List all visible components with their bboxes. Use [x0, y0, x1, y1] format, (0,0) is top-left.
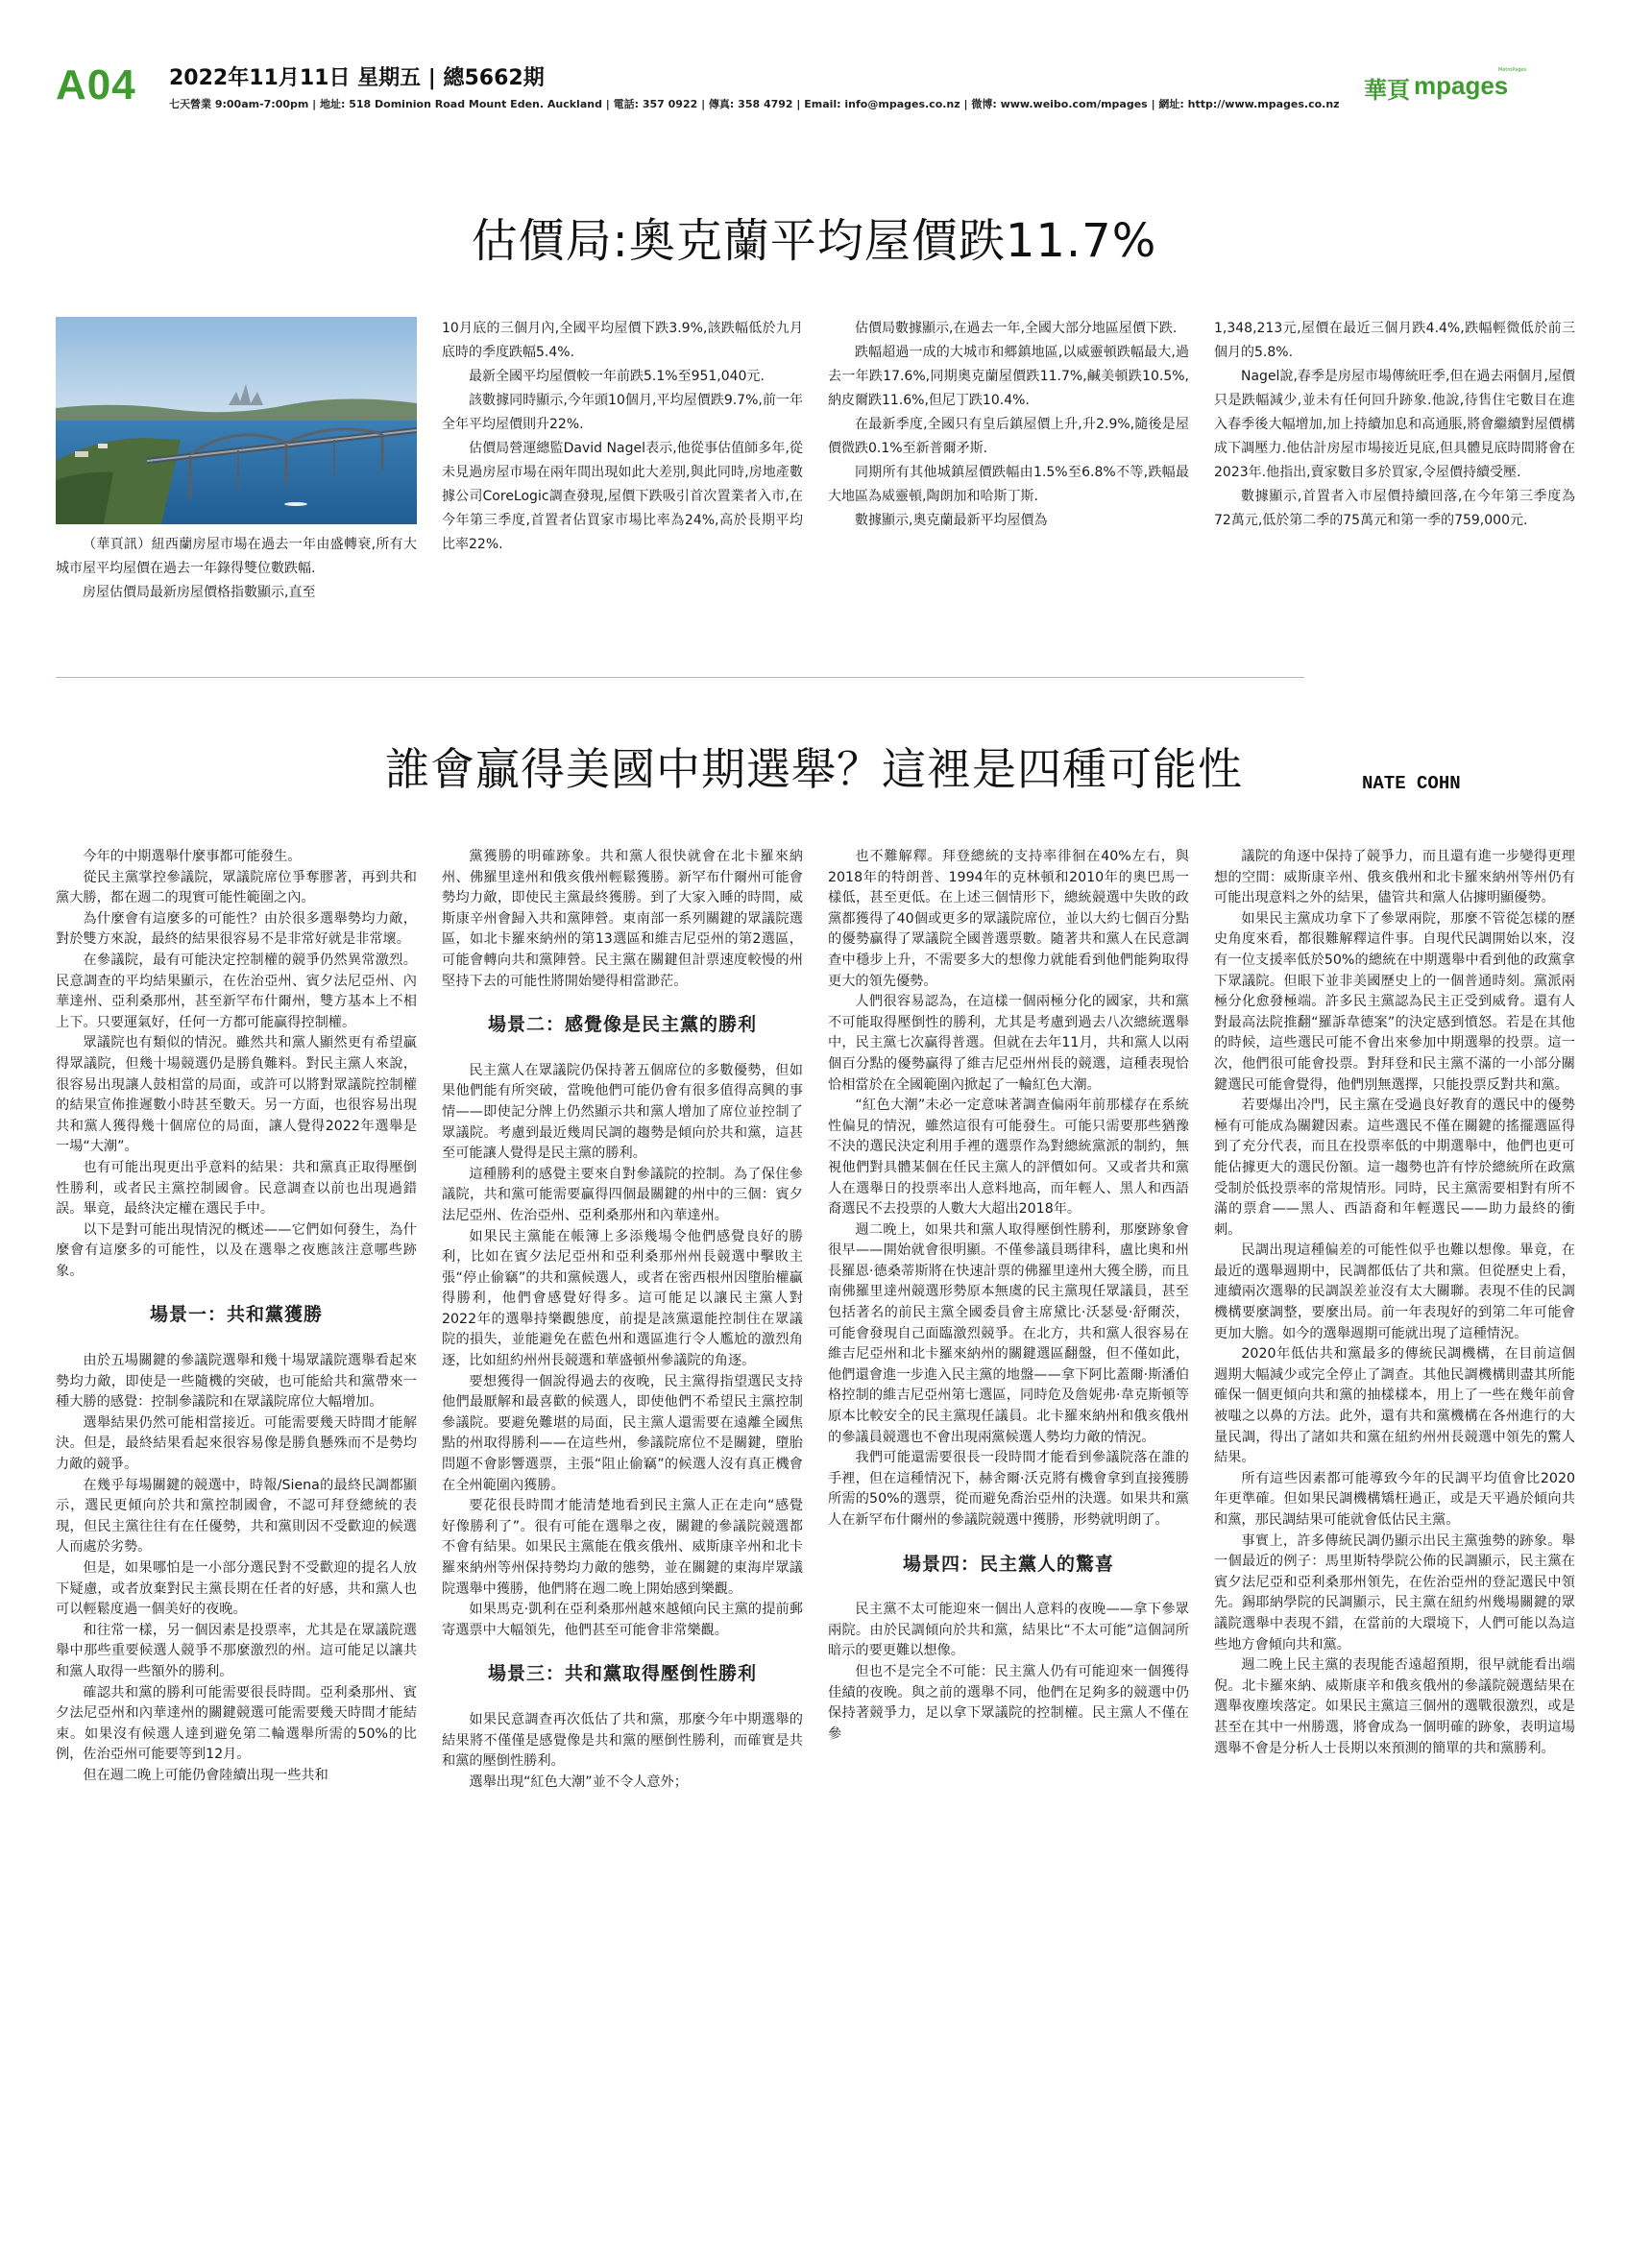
article2-paragraph: 但也不是完全不可能：民主黨人仍有可能迎來一個獲得佳績的夜晚。與之前的選舉不同，他們在足夠多的競選中仍保持著競爭力，足以拿下眾議院的控制權。民主黨人不僅在參 [828, 1663, 1189, 1742]
article2-paragraph: 如果馬克·凱利在亞利桑那州越來越傾向民主黨的提前郵寄選票中大幅領先，他們甚至可能會非常樂觀。 [442, 1602, 803, 1638]
issue-date-line: 2022年11月11日 星期五 | 總5662期 [169, 66, 545, 90]
article2-paragraph: 週二晚上民主黨的表現能否遠超預期，很早就能看出端倪。北卡羅來納、威斯康辛和俄亥俄州的參議院競選結果在選舉夜塵埃落定。如果民主黨這三個州的選戰很激烈，或是甚至在其中一州勝選，將會成為一個明確的跡象，表明這場選舉不會是分析人士長期以來預測的簡單的共和黨勝利。 [1214, 1657, 1575, 1756]
article2-paragraph: 但是，如果哪怕是一小部分選民對不受歡迎的提名人放下疑慮，或者放棄對民主黨長期在任者的好感，共和黨人也可以輕鬆度過一個美好的夜晚。 [56, 1560, 417, 1618]
scenario-heading: 場景二：感覺像是民主黨的勝利 [487, 1014, 757, 1036]
article2-paragraph: 如果民主黨成功拿下了參眾兩院，那麼不管從怎樣的歷史角度來看，都很難解釋這件事。自現代民調開始以來，沒有一位支援率低於50%的總統在中期選舉中看到他的政黨拿下眾議院。但眼下並非美國歷史上的一個普通時刻。黨派兩極分化愈發極端。許多民主黨認為民主正受到威脅。還有人對最高法院推翻“羅訴韋德案”的決定感到憤怒。若是在其他的時候，這些選民可能不會出來參加中期選舉的投票。這一次，他們很可能會投票。對拜登和民主黨不滿的一小部分關鍵選民可能會覺得，他們別無選擇，只能投票反對共和黨。 [1214, 910, 1575, 1093]
article1-paragraph: 同期所有其他城鎮屋價跌幅由1.5%至6.8%不等,跌幅最大地區為威靈頓,陶朗加和哈斯丁斯. [828, 465, 1189, 504]
article2-paragraph: 為什麼會有這麼多的可能性？由於很多選舉勢均力敵，對於雙方來說，最終的結果很容易不是非常好就是非常壞。 [56, 910, 417, 948]
article2-paragraph: 民主黨人在眾議院仍保持著五個席位的多數優勢，但如果他們能有所突破，當晚他們可能仍會有很多值得高興的事情——即使記分牌上仍然顯示共和黨人增加了席位並控制了眾議院。考慮到最近幾周民調的趨勢是傾向於共和黨，這甚至可能讓人覺得是民主黨的勝利。 [442, 1062, 803, 1162]
section-divider [56, 677, 1304, 678]
article2-paragraph: 我們可能還需要很長一段時間才能看到參議院落在誰的手裡，但在這種情況下，赫舍爾·沃克將有機會拿到直接獲勝所需的50%的選票，從而避免喬治亞州的決選。如果共和黨人在新罕布什爾州的參議院競選中獲勝，形勢就明朗了。 [828, 1450, 1189, 1528]
article2-paragraph: 如果民主黨能在帳簿上多添幾場令他們感覺良好的勝利，比如在賓夕法尼亞州和亞利桑那州州長競選中擊敗主張“停止偷竊”的共和黨候選人，或者在密西根州因墮胎權贏得勝利，他們會感覺好得多。這可能足以讓民主黨人對2022年的選舉持樂觀態度，前提是該黨還能控制住在眾議院的損失，並能避免在藍色州和選區進行令人尷尬的激烈角逐，比如紐約州州長競選和華盛頓州參議院的角逐。 [442, 1228, 803, 1369]
article1-paragraph: （華頁訊）紐西蘭房屋市場在過去一年由盛轉衰,所有大城市屋平均屋價在過去一年錄得雙位數跌幅. [56, 537, 417, 576]
article2-paragraph: 民調出現這種偏差的可能性似乎也難以想像。畢竟，在最近的選舉週期中，民調都低估了共和黨。但從歷史上看，連續兩次選舉的民調誤差並沒有太大關聯。表現不佳的民調機構要麼調整，要麼出局。前一年表現好的到第二年可能會更加大膽。如今的選舉週期可能就出現了這種情況。 [1214, 1243, 1575, 1341]
article1-paragraph: 估價局營運總監David Nagel表示,他從事估值師多年,從未見過房屋市場在兩年間出現如此大差別,與此同時,房地產數據公司CoreLogic調查發現,屋價下跌吸引首次置業者入市,在今年第三季度,首置者佔買家市場比率為24%,高於長期平均比率22%. [442, 441, 803, 552]
article2-paragraph: 由於五場關鍵的參議院選舉和幾十場眾議院選舉看起來勢均力敵，即使是一些隨機的突破，也可能給共和黨帶來一種大勝的感覺：控制參議院和在眾議院席位大幅增加。 [56, 1353, 417, 1411]
article1-column-4 [1214, 317, 1575, 533]
mpages-logo [1364, 65, 1537, 106]
article2-paragraph: 從民主黨掌控參議院，眾議院席位爭奪膠著，再到共和黨大勝，都在週二的現實可能性範圍之內。 [56, 869, 417, 906]
scenario-heading: 場景四：民主黨人的驚喜 [902, 1553, 1114, 1575]
article1-column-2 [442, 317, 803, 557]
article2-paragraph: 確認共和黨的勝利可能需要很長時間。亞利桑那州、賓夕法尼亞州和內華達州的關鍵競選可能需要幾天時間才能結束。如果沒有候選人達到避免第二輪選舉所需的50%的比例，佐治亞州可能要等到12月。 [56, 1684, 417, 1763]
article2-paragraph: 週二晚上，如果共和黨人取得壓倒性勝利，那麼跡象會很早——開始就會很明顯。不僅參議員瑪律科，盧比奧和州長羅恩·德桑蒂斯將在快速計票的佛羅里達州大獲全勝，而且南佛羅里達州競選形勢原本無虞的民主黨現任眾議員，甚至包括著名的前民主黨全國委員會主席黛比·沃瑟曼·舒爾茨，可能會發現自己面臨激烈競爭。在北方，共和黨人很容易在維吉尼亞州和北卡羅來納州的關鍵選區翻盤，但不僅如此，他們還會進一步進入民主黨的地盤——拿下阿比蓋爾·斯潘伯格控制的維吉尼亞州第七選區，同時危及詹妮弗·韋克斯頓等原本比較安全的民主黨現任議員。北卡羅來納州和俄亥俄州的參議員競選也不會出現兩黨候選人勢均力敵的情況。 [828, 1221, 1189, 1445]
article2-paragraph: 要花很長時間才能清楚地看到民主黨人正在走向“感覺好像勝利了”。很有可能在選舉之夜，關鍵的參議院競選都不會有結果。如果民主黨能在俄亥俄州、威斯康辛州和北卡羅來納州等州保持勢均力敵的態勢，並在關鍵的東海岸眾議院選舉中獲勝，他們將在週二晚上開始感到樂觀。 [442, 1498, 803, 1597]
article2-paragraph: 民主黨不太可能迎來一個出人意料的夜晚——拿下參眾兩院。由於民調傾向於共和黨，結果比“不太可能”這個詞所暗示的要更難以想像。 [828, 1602, 1189, 1659]
article2-paragraph: 黨獲勝的明確跡象。共和黨人很快就會在北卡羅來納州、佛羅里達州和俄亥俄州輕鬆獲勝。新罕布什爾州可能會勢均力敵，即使民主黨最終獲勝。到了大家入睡的時間，威斯康辛州會歸入共和黨陣營。東南部一系列關鍵的眾議院選區，如北卡羅來納州的第13選區和維吉尼亞州的第2選區，可能會轉向共和黨陣營。民主黨在關鍵但計票速度較慢的州堅持下去的可能性將開始變得相當渺茫。 [442, 849, 803, 989]
article2-headline: 誰會贏得美國中期選舉？這裡是四種可能性 [385, 743, 1243, 795]
article2-paragraph: 2020年低估共和黨最多的傳統民調機構，在目前這個週期大幅減少或完全停止了調查。其他民調機構則盡其所能確保一個更傾向共和黨的抽樣樣本，用上了一些在幾年前會被嗤之以鼻的方法。此外，還有共和黨機構在各州進行的大量民調，得出了諸如共和黨在紐約州州長競選中領先的驚人結果。 [1214, 1346, 1575, 1466]
article2-paragraph: 和往常一樣，另一個因素是投票率，尤其是在眾議院選舉中那些重要候選人競爭不那麼激烈的州。這可能足以讓共和黨人取得一些額外的勝利。 [56, 1622, 417, 1679]
article2-paragraph: 眾議院也有類似的情況。雖然共和黨人顯然更有希望贏得眾議院，但幾十場競選仍是勝負難料。對民主黨人來說，很容易出現讓人鼓相當的局面，或許可以將對眾議院控制權的結果宣佈推遲數小時甚至數天。另一方面，也很容易出現共和黨人獲得幾十個席位的局面，讓人覺得2022年選舉是一場“大潮”。 [56, 1035, 417, 1155]
article2-column-2 [442, 847, 803, 1793]
article2-column-3 [828, 847, 1189, 1745]
article2-paragraph: 今年的中期選舉什麼事都可能發生。 [83, 849, 302, 864]
article2-column-1 [56, 847, 417, 1787]
article1-paragraph: 10月底的三個月內,全國平均屋價下跌3.9%,該跌幅低於九月底時的季度跌幅5.4%. [442, 321, 803, 360]
article1-paragraph: 房屋估價局最新房屋價格指數顯示,直至 [83, 585, 316, 600]
article2-paragraph: 在參議院，最有可能決定控制權的競爭仍然異常激烈。民意調查的平均結果顯示，在佐治亞州、賓夕法尼亞州、內華達州、亞利桑那州，甚至新罕布什爾州，雙方基本上不相上下。只要運氣好，任何一方都可能贏得控制權。 [56, 952, 417, 1030]
article1-paragraph: 在最新季度,全國只有皇后鎮屋價上升,升2.9%,隨後是屋價微跌0.1%至新普爾矛斯. [828, 417, 1189, 456]
article1-paragraph: 該數據同時顯示,今年頭10個月,平均屋價跌9.7%,前一年全年平均屋價則升22%. [442, 393, 803, 432]
article2-paragraph: 也有可能出現更出乎意料的結果：共和黨真正取得壓倒性勝利，或者民主黨控制國會。民意調查以前也出現過錯誤。畢竟，最終決定權在選民手中。 [56, 1159, 417, 1218]
article1-column-3 [828, 317, 1189, 533]
article2-paragraph: 選舉出現“紅色大潮”並不令人意外； [469, 1773, 688, 1790]
article2-paragraph: 在幾乎每場關鍵的競選中，時報/Siena的最終民調都顯示，選民更傾向於共和黨控制國會，不認可拜登總統的表現，但民主黨往往有在任優勢，共和黨則因不受歡迎的候選人而處於劣勢。 [56, 1477, 417, 1556]
article2-byline: NATE COHN [1362, 773, 1461, 794]
logo-text: mpages [1414, 71, 1509, 100]
article2-paragraph: “紅色大潮”未必一定意味著調查偏兩年前那樣存在系統性偏見的情況，雖然這很有可能發生。可能只需要那些猶豫不決的選民決定利用手裡的選票作為對總統黨派的制約，無視他們對具體某個在任民主黨人的評價如何。又或者共和黨人在選舉日的投票率出人意料地高，而年輕人、黑人和西語裔選民不去投票的人數大大超出2018年。 [828, 1098, 1189, 1218]
article1-headline: 估價局:奧克蘭平均屋價跌11.7% [471, 214, 1157, 268]
article2-paragraph: 如果民意調查再次低估了共和黨，那麼今年中期選舉的結果將不僅僅是感覺像是共和黨的壓倒性勝利，而確實是共和黨的壓倒性勝利。 [442, 1711, 803, 1770]
article2-column-4 [1214, 847, 1575, 1759]
auckland-harbour-bridge-photo [56, 317, 417, 524]
article1-paragraph: 跌幅超過一成的大城市和郷鎮地區,以威靈頓跌幅最大,過去一年跌17.6%,同期奧克蘭屋價跌11.7%,鹹美頓跌10.5%,納皮爾跌11.6%,但尼丁跌10.4%. [828, 345, 1189, 408]
article2-paragraph: 但在週二晚上可能仍會陸續出現一些共和 [83, 1767, 328, 1783]
article2-paragraph: 所有這些因素都可能導致今年的民調平均值會比2020年更準確。但如果民調機構矯枉過正，或是天平過於傾向共和黨，那民調結果可能就會低估民主黨。 [1214, 1470, 1575, 1528]
article2-paragraph: 議院的角逐中保持了競爭力，而且還有進一步變得更理想的空間：威斯康辛州、俄亥俄州和北卡羅來納州等州仍有可能出現意料之外的結果，儘管共和黨人佔據明顯優勢。 [1214, 849, 1575, 906]
article2-paragraph: 這種勝利的感覺主要來自對參議院的控制。為了保住參議院，共和黨可能需要贏得四個最關鍵的州中的三個：賓夕法尼亞州、佐治亞州、亞利桑那州和內華達州。 [442, 1166, 803, 1223]
article2-paragraph: 以下是對可能出現情況的概述——它們如何發生，為什麼會有這麼多的可能性，以及在選舉之夜應該注意哪些跡象。 [56, 1221, 417, 1279]
article1-paragraph: 最新全國平均屋價較一年前跌5.1%至951,040元. [469, 369, 765, 384]
article2-paragraph: 若要爆出冷門，民主黨在受過良好教育的選民中的優勢極有可能成為關鍵因素。這些選民不僅在關鍵的搖擺選區得到了充分代表，而且在投票率低的中期選舉中，他們也更可能佔據更大的選民份額。這一趨勢也許有悖於總統所在政黨受制於低投票率的常規情形。同時，民主黨需要相對有所不滿的票倉——黑人、西語裔和年輕選民——助力最終的衝刺。 [1214, 1098, 1575, 1238]
logo-small-text: MetroPages [1498, 67, 1527, 73]
article1-paragraph: 數據顯示,首置者入市屋價持續回落,在今年第三季度為72萬元,低於第二季的75萬元和第一季的759,000元. [1214, 489, 1575, 528]
logo-mark: 華頁 [1364, 77, 1410, 104]
article1-paragraph: 數據顯示,奧克蘭最新平均屋價為 [855, 513, 1048, 528]
article1-paragraph: Nagel說,春季是房屋市場傳統旺季,但在過去兩個月,屋價只是跌幅減少,並未有任何回升跡象.他說,待售住宅數目在進入春季後大幅增加,加上持續加息和高通脹,將會繼續對屋價構成下調壓力.他估計房屋市場接近見底,但具體見底時間將會在2023年.他指出,賣家數目多於買家,令屋價持續受壓. [1214, 369, 1575, 480]
article2-paragraph: 人們很容易認為，在這樣一個兩極分化的國家，共和黨不可能取得壓倒性的勝利，尤其是考慮到過去八次總統選舉中，民主黨七次贏得普選。但就在去年11月，共和黨人以兩個百分點的優勢贏得了維吉尼亞州州長的競選，這種表現恰恰相當於在全國範圍內掀起了一輪紅色大潮。 [828, 994, 1189, 1093]
article2-paragraph: 事實上，許多傳統民調仍顯示出民主黨強勢的跡象。舉一個最近的例子：馬里斯特學院公佈的民調顯示，民主黨在賓夕法尼亞和亞利桑那州領先，在佐治亞州的登記選民中領先。錫耶納學院的民調顯示，民主黨在紐約州幾場關鍵的眾議院選舉中表現不錯，在當前的大環境下，人們可能以為這些地方會傾向共和黨。 [1214, 1532, 1575, 1653]
scenario-heading: 場景三：共和黨取得壓倒性勝利 [487, 1663, 757, 1685]
article2-paragraph: 選舉結果仍然可能相當接近。可能需要幾天時間才能解決。但是，最終結果看起來很容易像是勝負懸殊而不是勢均力敵的競爭。 [56, 1414, 417, 1473]
article1-paragraph: 1,348,213元,屋價在最近三個月跌4.4%,跌幅輕微低於前三個月的5.8%. [1214, 321, 1575, 360]
masthead [56, 56, 1391, 115]
article1-column-1 [56, 533, 417, 605]
article1-paragraph: 估價局數據顯示,在過去一年,全國大部分地區屋價下跌. [855, 321, 1178, 336]
page-number: A04 [56, 61, 136, 109]
article2-paragraph: 也不難解釋。拜登總統的支持率徘徊在40%左右，與2018年的特朗普、1994年的克林頓和2010年的奧巴馬一樣低，甚至更低。在上述三個情形下，總統競選中失敗的政黨都獲得了40個或更多的眾議院席位，並以大約七個百分點的優勢贏得了眾議院全國普選票數。隨著共和黨人在民意調查中穩步上升，不需要多大的想像力就能看到他們能夠取得更大的領先優勢。 [828, 849, 1189, 989]
scenario-heading: 場景一：共和黨獲勝 [149, 1304, 323, 1326]
article2-paragraph: 要想獲得一個說得過去的夜晚，民主黨得指望選民支持他們最厭解和最喜歡的候選人，即使他們不希望民主黨控制參議院。要避免難堪的局面，民主黨人還需要在遠離全國焦點的州取得勝利——在這些州，參議院席位不是關鍵，墮胎問題不會影響選票，主張“阻止偷竊”的候選人沒有真正機會在全州範圍內獲勝。 [442, 1373, 803, 1493]
contact-info-line: 七天營業 9:00am-7:00pm | 地址: 518 Dominion Road Mount Eden. Auckland | 電話: 357 0922 | 傳真: 358 4792 | Email: info@mpages.co.nz | 微博: www.weibo.com/mpages | 網址: http://www.mpages.co.nz [169, 98, 1340, 110]
